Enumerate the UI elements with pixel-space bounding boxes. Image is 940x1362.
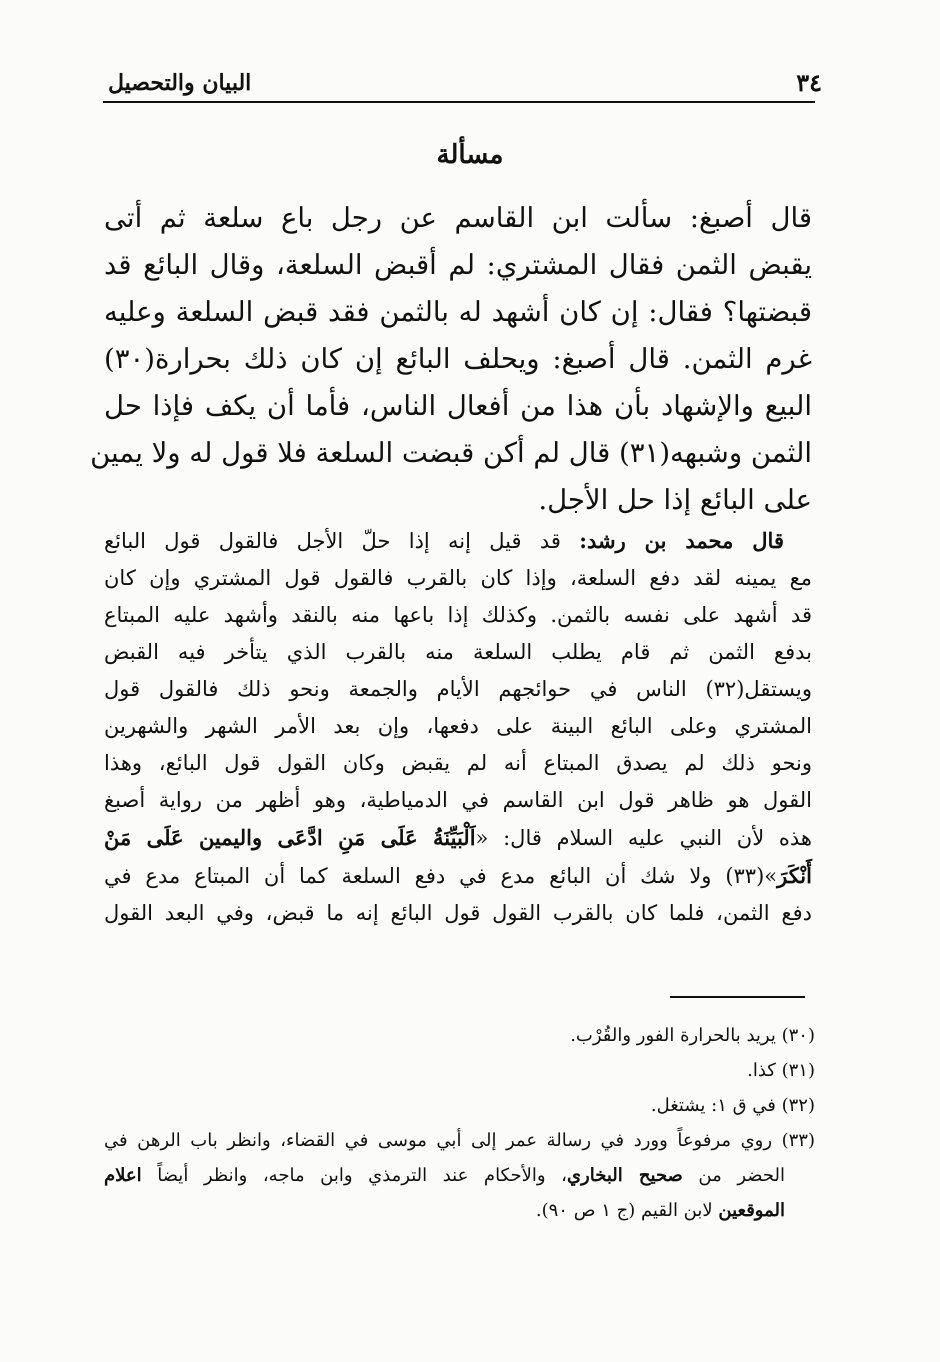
footnote-text: ، والأحكام عند الترمذي وابن ماجه، وانظر أيضاً <box>141 1165 567 1186</box>
commentary-text: هذه لأن النبي عليه السلام قال: « <box>475 826 813 850</box>
footnote-30: (٣٠) يريد بالحرارة الفور والقُرْب. <box>570 1025 815 1046</box>
commentary-text: »(٣٣) ولا شك أن البائع مدع في دفع السلعة كما أن المبتاع مدع في <box>104 864 778 888</box>
commentary-line: القول هو ظاهر قول ابن القاسم في الدمياطية، وهو أظهر من رواية أصبغ <box>104 788 812 812</box>
commentary-line: ويستقل(٣٢) الناس في حوائجهم الأيام والجمعة ونحو ذلك فالقول قول <box>104 677 812 701</box>
question-paragraph <box>90 195 812 524</box>
question-line: الثمن وشبهه(٣١) قال لم أكن قبضت السلعة فلا قول له ولا يمين <box>90 437 812 469</box>
commentary-paragraph <box>104 522 812 932</box>
hadith-quote: أَنْكَرَ <box>777 863 812 888</box>
footnotes <box>104 1018 815 1228</box>
footnote-text: لابن القيم (ج ١ ص ٩٠). <box>535 1200 719 1221</box>
commentary-line: قد أشهد على نفسه بالثمن. وكذلك إذا باعها منه بالنقد وأشهد عليه المبتاع <box>104 603 812 627</box>
running-title: البيان والتحصيل <box>108 70 252 96</box>
question-line: يقبض الثمن فقال المشتري: لم أقبض السلعة، وقال البائع قد <box>104 249 812 281</box>
commentary-lead: قال محمد بن رشد: <box>579 528 784 553</box>
footnote-33-continued <box>104 1193 815 1228</box>
header-rule <box>103 101 815 103</box>
question-line: قبضتها؟ فقال: إن كان أشهد له بالثمن فقد قبض السلعة وعليه <box>104 296 812 328</box>
question-line: على البائع إذا حل الأجل. <box>538 484 812 516</box>
book-title: صحيح البخاري <box>566 1165 683 1186</box>
footnote-33: (٣٣) روي مرفوعاً وورد في رسالة عمر إلى أبي موسى في القضاء، وانظر باب الرهن في <box>104 1130 815 1151</box>
book-title: الموقعين <box>718 1200 785 1221</box>
hadith-quote: اَلْبَيِّنَةُ عَلَى مَنِ ادَّعَى واليمين عَلَى مَنْ <box>104 825 476 850</box>
commentary-line <box>104 857 812 895</box>
question-line: قال أصبغ: سألت ابن القاسم عن رجل باع سلعة ثم أتى <box>104 202 812 234</box>
footnote-text: الحضر من <box>682 1165 785 1186</box>
commentary-line: المشتري وعلى البائع البينة على دفعها، وإن بعد الأمر الشهر والشهرين <box>104 714 812 738</box>
commentary-line: ونحو ذلك لم يصدق المبتاع أنه لم يقبض وكان القول قول البائع، وهذا <box>104 751 812 775</box>
footnote-33-continued <box>104 1158 815 1193</box>
question-line: البيع والإشهاد بأن هذا من أفعال الناس، فأما أن يكف فإذا حل <box>104 390 812 422</box>
commentary-line: مع يمينه لقد دفع السلعة، وإذا كان بالقرب فالقول قول المشتري وإن كان <box>104 566 812 590</box>
page-number: ٣٤ <box>796 68 822 97</box>
question-line: غرم الثمن. قال أصبغ: ويحلف البائع إن كان ذلك بحرارة(٣٠) <box>104 343 812 375</box>
commentary-line: دفع الثمن، فلما كان بالقرب القول قول البائع إنه ما قبض، وفي البعد القول <box>104 901 812 925</box>
footnote-rule <box>670 996 805 998</box>
commentary-text: قد قيل إنه إذا حلّ الأجل فالقول قول البائع <box>104 529 580 553</box>
footnote-31: (٣١) كذا. <box>747 1060 815 1081</box>
commentary-line <box>104 522 812 560</box>
section-heading: مسألة <box>436 140 504 170</box>
commentary-line <box>104 819 812 857</box>
footnote-32: (٣٢) في ق ١: يشتغل. <box>650 1095 815 1116</box>
book-title: اعلام <box>104 1165 142 1186</box>
commentary-line: بدفع الثمن ثم قام يطلب السلعة منه بالقرب الذي يتأخر فيه القبض <box>104 640 812 664</box>
